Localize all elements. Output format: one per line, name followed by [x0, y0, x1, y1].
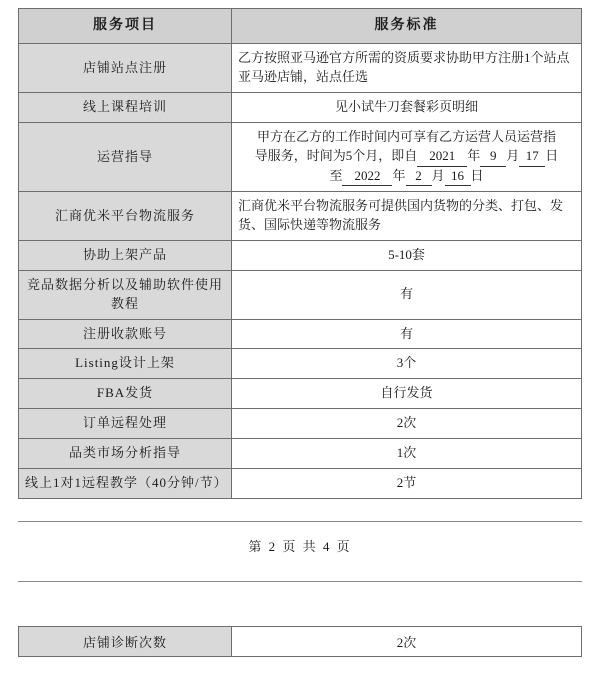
row-label: Listing设计上架	[19, 349, 232, 379]
row-label: 竞品数据分析以及辅助软件使用教程	[19, 270, 232, 319]
row-value: 2次	[232, 626, 582, 656]
row-label: FBA发货	[19, 379, 232, 409]
service-table	[18, 8, 582, 499]
operation-line-1: 甲方在乙方的工作时间内可享有乙方运营人员运营指	[256, 128, 556, 144]
table-row	[19, 92, 582, 122]
row-value: 3个	[232, 349, 582, 379]
row-label: 运营指导	[19, 122, 232, 192]
row-value: 1次	[232, 438, 582, 468]
table-row	[19, 122, 582, 192]
table-row	[19, 270, 582, 319]
table-row	[19, 349, 582, 379]
header-cell-standard: 服务标准	[232, 9, 582, 44]
row-label: 线上1对1远程教学（40分钟/节）	[19, 468, 232, 498]
row-label: 协助上架产品	[19, 241, 232, 271]
row-label: 品类市场分析指导	[19, 438, 232, 468]
row-value: 2节	[232, 468, 582, 498]
row-label: 店铺诊断次数	[19, 626, 232, 656]
row-label: 线上课程培训	[19, 92, 232, 122]
next-page-divider	[18, 581, 582, 582]
row-value: 汇商优米平台物流服务可提供国内货物的分类、打包、发货、国际快递等物流服务	[232, 192, 582, 241]
row-value: 有	[232, 270, 582, 319]
start-year-field[interactable]: 2021	[417, 147, 467, 167]
document-page	[0, 8, 600, 691]
end-day-field[interactable]: 16	[445, 167, 471, 187]
row-value: 见小试牛刀套餐彩页明细	[232, 92, 582, 122]
table-row	[19, 438, 582, 468]
row-label: 店铺站点注册	[19, 44, 232, 93]
table-row	[19, 44, 582, 93]
page-break-gap	[0, 555, 600, 581]
table-row	[19, 468, 582, 498]
table-row	[19, 379, 582, 409]
row-label: 订单远程处理	[19, 409, 232, 439]
row-value: 乙方按照亚马逊官方所需的资质要求协助甲方注册1个站点亚马逊店铺，站点任选	[232, 44, 582, 93]
operation-line-3: 至 2022 年 2 月 16 日	[238, 167, 575, 187]
start-day-field[interactable]: 17	[519, 147, 545, 167]
row-value: 2次	[232, 409, 582, 439]
table-row	[19, 626, 582, 656]
row-label: 注册收款账号	[19, 319, 232, 349]
table-row	[19, 409, 582, 439]
end-year-field[interactable]: 2022	[342, 167, 392, 187]
start-month-field[interactable]: 9	[480, 147, 506, 167]
page-number-footer: 第 2 页 共 4 页	[248, 538, 352, 554]
row-value: 有	[232, 319, 582, 349]
next-page-table	[18, 626, 582, 657]
table-row	[19, 319, 582, 349]
table-row	[19, 241, 582, 271]
row-value-dates	[232, 122, 582, 192]
row-value: 5-10套	[232, 241, 582, 271]
header-cell-item: 服务项目	[19, 9, 232, 44]
row-label: 汇商优米平台物流服务	[19, 192, 232, 241]
row-value: 自行发货	[232, 379, 582, 409]
table-row	[19, 192, 582, 241]
footer-divider	[18, 521, 582, 522]
end-month-field[interactable]: 2	[406, 167, 432, 187]
operation-line-2: 导服务，时间为5个月，即自 2021 年 9 月 17 日	[238, 147, 575, 167]
table-header-row	[19, 9, 582, 44]
